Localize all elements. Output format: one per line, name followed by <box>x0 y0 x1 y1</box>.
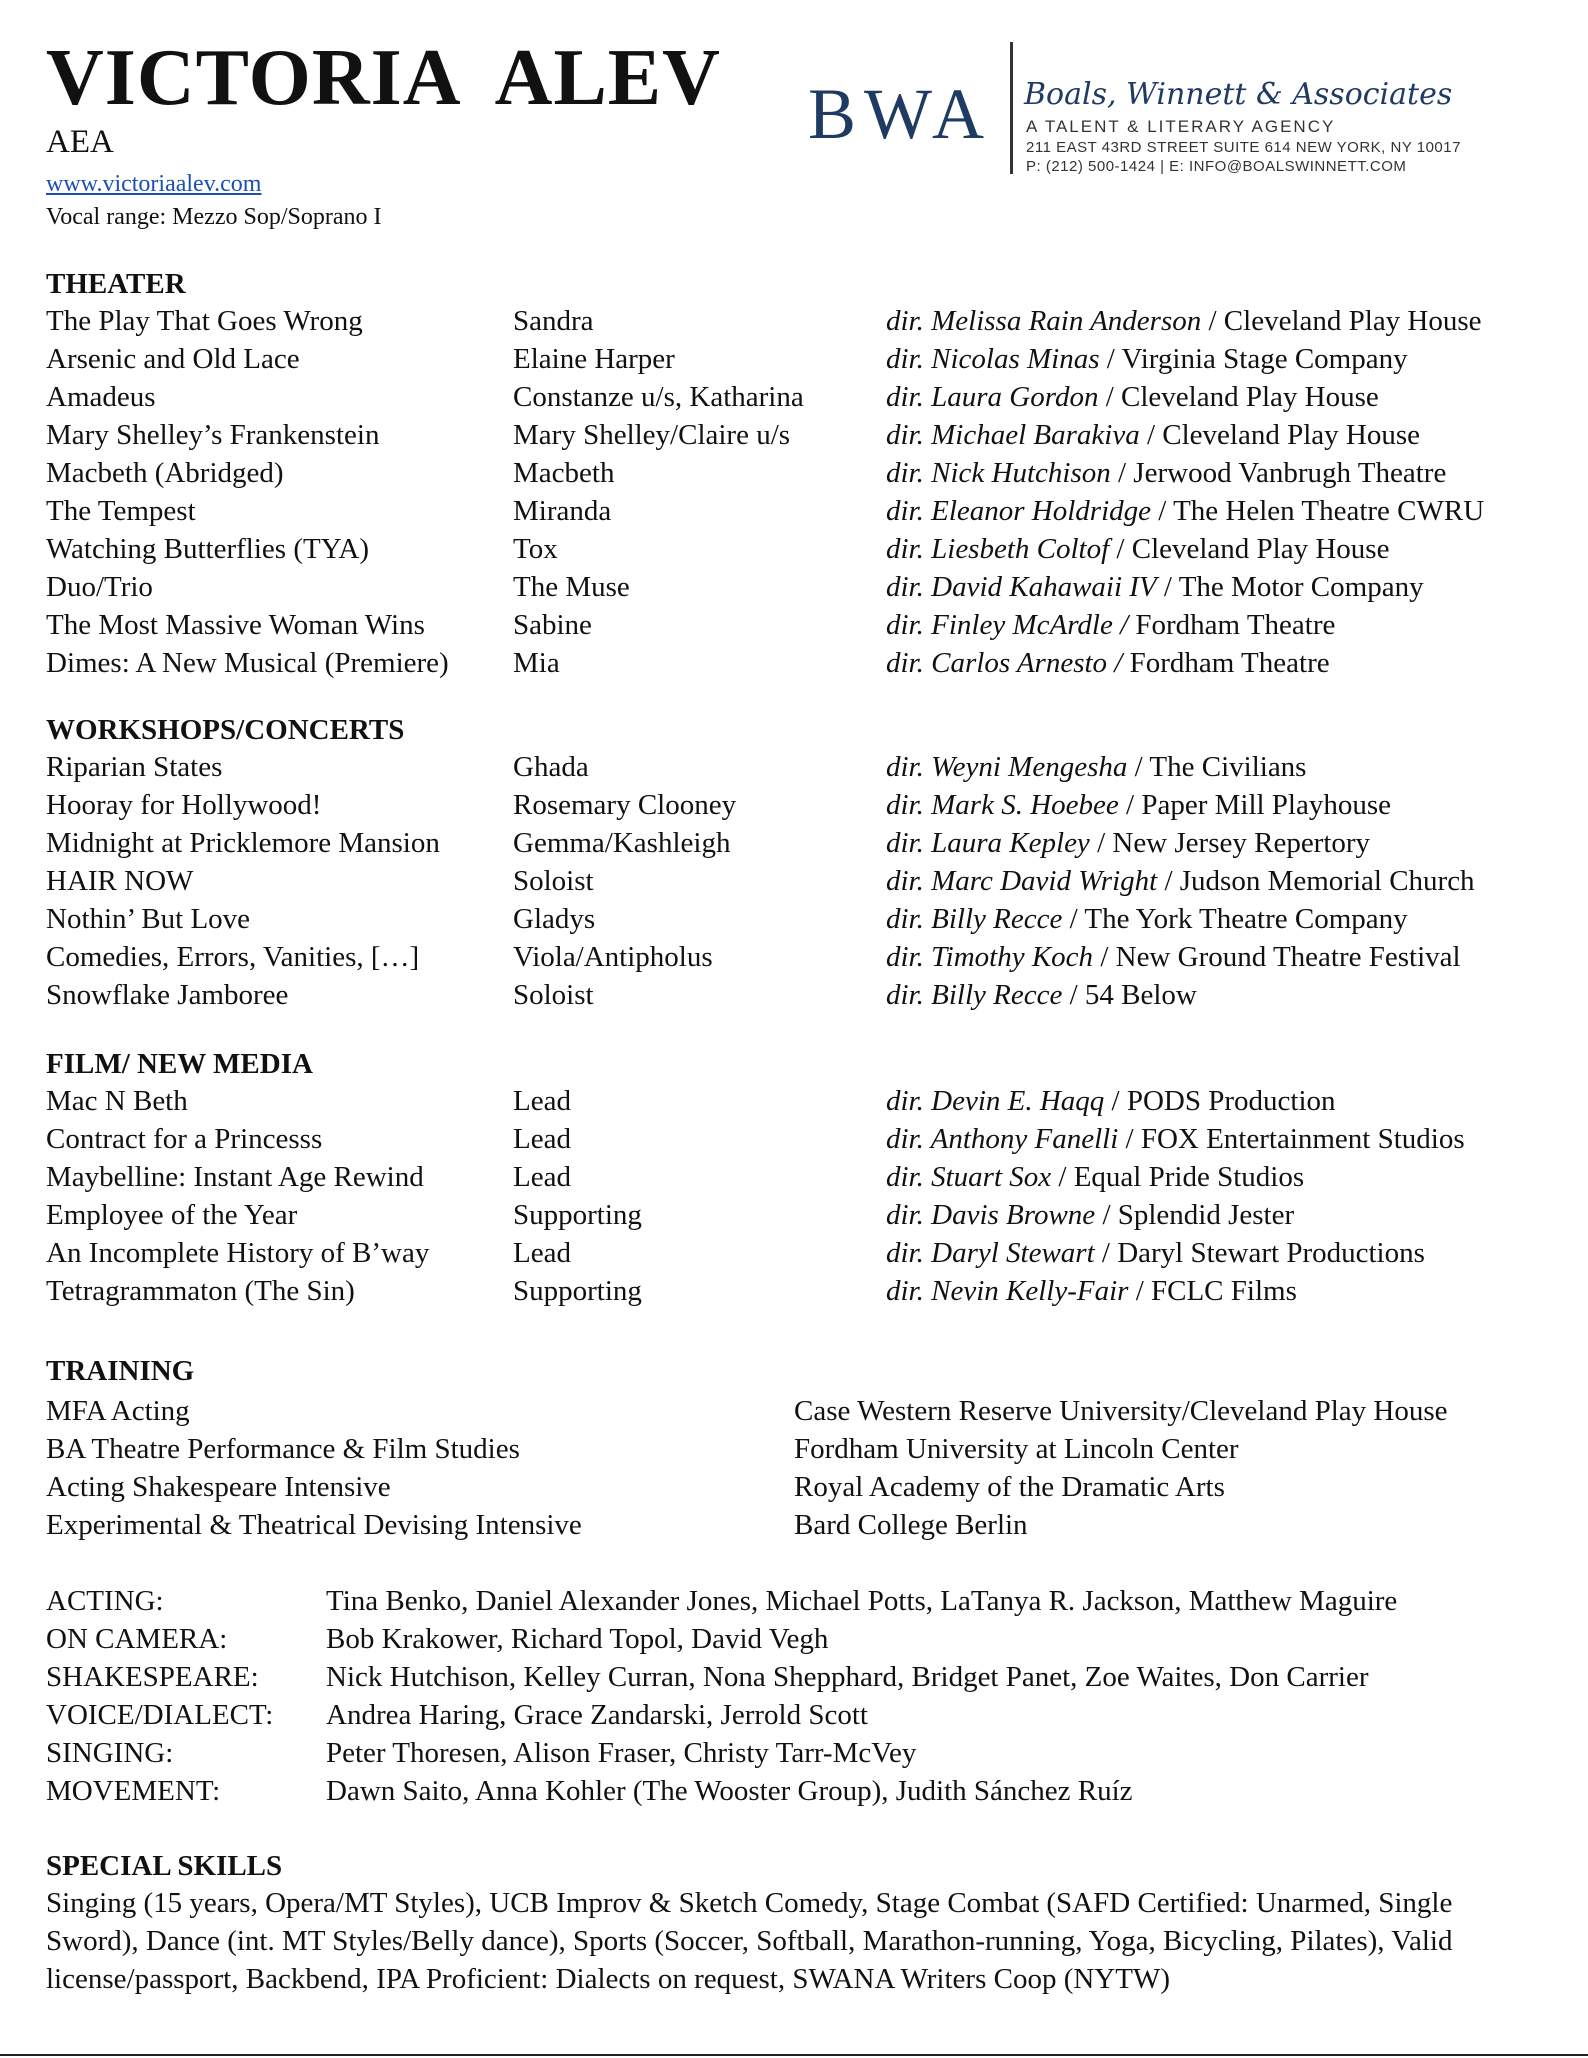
credit-role: Gemma/Kashleigh <box>513 827 731 859</box>
training-school: Royal Academy of the Dramatic Arts <box>794 1471 1225 1503</box>
credit-company: / Splendid Jester <box>1095 1199 1295 1231</box>
credit-role: Ghada <box>513 751 589 783</box>
training-program: MFA Acting <box>46 1395 190 1427</box>
credit-director-company <box>886 829 1370 858</box>
credit-row <box>46 1277 1566 1315</box>
credit-company: / The York Theatre Company <box>1062 903 1408 935</box>
credit-director: dir. Carlos Arnesto / <box>886 647 1123 679</box>
credit-row <box>46 1087 1566 1125</box>
credit-director: dir. David Kahawaii IV <box>886 571 1157 603</box>
credit-show: Arsenic and Old Lace <box>46 343 300 375</box>
agency-address: 211 EAST 43RD STREET SUITE 614 NEW YORK, NY 10017 <box>1026 139 1461 156</box>
credit-show: Snowflake Jamboree <box>46 979 289 1011</box>
credit-director: dir. Melissa Rain Anderson <box>886 305 1202 337</box>
credit-director-company <box>886 753 1306 782</box>
credit-show: HAIR NOW <box>46 865 194 897</box>
credit-show: Riparian States <box>46 751 223 783</box>
instructor-category: SHAKESPEARE: <box>46 1661 259 1693</box>
instructor-category: ON CAMERA: <box>46 1623 228 1655</box>
section-title-workshops: WORKSHOPS/CONCERTS <box>46 714 405 746</box>
training-row <box>46 1511 1566 1549</box>
credit-role: Supporting <box>513 1199 642 1231</box>
training-row <box>46 1397 1566 1435</box>
training-row <box>46 1473 1566 1511</box>
credit-role: Viola/Antipholus <box>513 941 713 973</box>
credit-role: Elaine Harper <box>513 343 675 375</box>
section-title-theater: THEATER <box>46 268 186 300</box>
credit-row <box>46 535 1566 573</box>
credit-company: Fordham Theatre <box>1128 609 1336 641</box>
credit-show: The Most Massive Woman Wins <box>46 609 425 641</box>
credit-role: Sandra <box>513 305 594 337</box>
credit-row <box>46 1125 1566 1163</box>
credit-director-company <box>886 535 1389 564</box>
credit-show: Macbeth (Abridged) <box>46 457 284 489</box>
credit-company: / Cleveland Play House <box>1201 305 1482 337</box>
credit-company: / Cleveland Play House <box>1098 381 1379 413</box>
training-school: Bard College Berlin <box>794 1509 1028 1541</box>
website-link[interactable]: www.victoriaalev.com <box>46 171 262 197</box>
agency-logo-letters: BWA <box>808 74 992 154</box>
credit-role: Mia <box>513 647 560 679</box>
credit-director-company <box>886 1163 1304 1192</box>
credit-row <box>46 1201 1566 1239</box>
credit-row <box>46 345 1566 383</box>
instructor-category: VOICE/DIALECT: <box>46 1699 274 1731</box>
credit-director-company <box>886 1125 1465 1154</box>
credit-director-company <box>886 573 1424 602</box>
instructor-row <box>46 1777 1566 1815</box>
credit-row <box>46 791 1566 829</box>
credit-role: Lead <box>513 1237 571 1269</box>
credit-row <box>46 943 1566 981</box>
credit-director: dir. Mark S. Hoebee <box>886 789 1119 821</box>
credit-director-company <box>886 459 1446 488</box>
credit-show: Mary Shelley’s Frankenstein <box>46 419 380 451</box>
credit-show: Hooray for Hollywood! <box>46 789 322 821</box>
credit-director: dir. Daryl Stewart <box>886 1237 1095 1269</box>
credit-show: Maybelline: Instant Age Rewind <box>46 1161 424 1193</box>
credit-director: dir. Nicolas Minas <box>886 343 1100 375</box>
credit-role: Lead <box>513 1161 571 1193</box>
agency-logo-divider <box>1010 42 1013 174</box>
credit-director-company <box>886 345 1408 374</box>
credit-director-company <box>886 867 1475 896</box>
vocal-range: Vocal range: Mezzo Sop/Soprano I <box>46 204 382 230</box>
credit-role: Supporting <box>513 1275 642 1307</box>
credit-show: Tetragrammaton (The Sin) <box>46 1275 355 1307</box>
credit-show: Duo/Trio <box>46 571 153 603</box>
instructor-row <box>46 1739 1566 1777</box>
credit-role: Soloist <box>513 979 594 1011</box>
credit-show: The Tempest <box>46 495 196 527</box>
credit-row <box>46 649 1566 687</box>
credit-show: Employee of the Year <box>46 1199 298 1231</box>
training-program: Experimental & Theatrical Devising Intensive <box>46 1509 582 1541</box>
credit-director-company <box>886 649 1330 678</box>
agency-tagline: A TALENT & LITERARY AGENCY <box>1026 117 1336 136</box>
credit-row <box>46 307 1566 345</box>
credit-role: Rosemary Clooney <box>513 789 737 821</box>
credit-director: dir. Eleanor Holdridge <box>886 495 1152 527</box>
instructor-row <box>46 1587 1566 1625</box>
credit-director-company <box>886 421 1420 450</box>
section-title-film: FILM/ NEW MEDIA <box>46 1048 313 1080</box>
credit-row <box>46 981 1566 1019</box>
credit-director: dir. Michael Barakiva <box>886 419 1140 451</box>
credit-role: Macbeth <box>513 457 615 489</box>
instructor-names: Bob Krakower, Richard Topol, David Vegh <box>326 1623 829 1655</box>
credit-director-company <box>886 1201 1294 1230</box>
credit-role: Gladys <box>513 903 596 935</box>
credit-director: dir. Devin E. Haqq <box>886 1085 1105 1117</box>
credit-director: dir. Liesbeth Coltof <box>886 533 1110 565</box>
credit-director: dir. Davis Browne <box>886 1199 1096 1231</box>
credit-company: / PODS Production <box>1104 1085 1336 1117</box>
credit-company: / Cleveland Play House <box>1139 419 1420 451</box>
credit-show: Midnight at Pricklemore Mansion <box>46 827 440 859</box>
instructor-names: Peter Thoresen, Alison Fraser, Christy Tarr-McVey <box>326 1737 917 1769</box>
credit-director: dir. Nick Hutchison <box>886 457 1111 489</box>
instructor-names: Tina Benko, Daniel Alexander Jones, Michael Potts, LaTanya R. Jackson, Matthew Maguire <box>326 1585 1398 1617</box>
union-affiliation: AEA <box>46 124 114 160</box>
credit-row <box>46 753 1566 791</box>
credit-show: An Incomplete History of B’way <box>46 1237 430 1269</box>
credit-director: dir. Finley McArdle / <box>886 609 1129 641</box>
credit-company: / Cleveland Play House <box>1109 533 1390 565</box>
credit-show: Dimes: A New Musical (Premiere) <box>46 647 449 679</box>
instructor-row <box>46 1663 1566 1701</box>
credit-company: / New Ground Theatre Festival <box>1093 941 1461 973</box>
section-title-skills: SPECIAL SKILLS <box>46 1850 283 1882</box>
credit-director-company <box>886 943 1461 972</box>
instructor-category: MOVEMENT: <box>46 1775 221 1807</box>
actor-name: VICTORIA ALEV <box>46 34 721 122</box>
credit-role: Mary Shelley/Claire u/s <box>513 419 791 451</box>
credit-row <box>46 611 1566 649</box>
credit-company: / Paper Mill Playhouse <box>1118 789 1392 821</box>
credit-company: Fordham Theatre <box>1122 647 1330 679</box>
credit-company: / Equal Pride Studios <box>1051 1161 1305 1193</box>
agency-logo <box>808 42 1548 182</box>
credit-role: Miranda <box>513 495 612 527</box>
credit-company: / New Jersey Repertory <box>1089 827 1371 859</box>
credit-company: / 54 Below <box>1062 979 1197 1011</box>
credit-company: / The Motor Company <box>1156 571 1424 603</box>
agency-contact: P: (212) 500-1424 | E: INFO@BOALSWINNETT.COM <box>1026 158 1407 175</box>
instructor-names: Nick Hutchison, Kelley Curran, Nona Shepphard, Bridget Panet, Zoe Waites, Don Carrier <box>326 1661 1369 1693</box>
credit-role: The Muse <box>513 571 630 603</box>
credit-director-company <box>886 1277 1297 1306</box>
credit-row <box>46 459 1566 497</box>
credit-company: / Daryl Stewart Productions <box>1094 1237 1425 1269</box>
instructor-names: Andrea Haring, Grace Zandarski, Jerrold Scott <box>326 1699 868 1731</box>
credit-role: Lead <box>513 1123 571 1155</box>
credit-row <box>46 1163 1566 1201</box>
credit-role: Soloist <box>513 865 594 897</box>
credit-director-company <box>886 905 1408 934</box>
training-program: Acting Shakespeare Intensive <box>46 1471 391 1503</box>
credit-director-company <box>886 383 1379 412</box>
credit-role: Sabine <box>513 609 592 641</box>
credit-show: Mac N Beth <box>46 1085 188 1117</box>
credit-row <box>46 905 1566 943</box>
credit-row <box>46 1239 1566 1277</box>
credit-row <box>46 573 1566 611</box>
section-title-training: TRAINING <box>46 1355 195 1387</box>
credit-director: dir. Nevin Kelly-Fair <box>886 1275 1129 1307</box>
instructor-row <box>46 1625 1566 1663</box>
instructor-names: Dawn Saito, Anna Kohler (The Wooster Group), Judith Sánchez Ruíz <box>326 1775 1133 1807</box>
credit-director-company <box>886 981 1197 1010</box>
credit-row <box>46 829 1566 867</box>
credit-director-company <box>886 1239 1425 1268</box>
credit-director: dir. Anthony Fanelli <box>886 1123 1119 1155</box>
credit-company: / Virginia Stage Company <box>1099 343 1408 375</box>
credit-director-company <box>886 307 1482 336</box>
credit-row <box>46 421 1566 459</box>
credit-row <box>46 867 1566 905</box>
special-skills-text: Singing (15 years, Opera/MT Styles), UCB Improv & Sketch Comedy, Stage Combat (SAFD Certified: Unarmed, Single Sword), Dance (int. MT Styles/Belly dance), Sports (Soccer, Softball, Marathon-running, Yoga, Bicycling, Pilates), Valid license/passport, Backbend, IPA Proficient: Dialects on request, SWANA Writers Coop (NYTW) <box>46 1887 1453 1995</box>
credit-company: / The Helen Theatre CWRU <box>1151 495 1485 527</box>
credit-row <box>46 497 1566 535</box>
credit-director: dir. Laura Gordon <box>886 381 1099 413</box>
bottom-divider <box>0 2054 1588 2056</box>
credit-director: dir. Weyni Mengesha <box>886 751 1128 783</box>
credit-show: Comedies, Errors, Vanities, […] <box>46 941 420 973</box>
training-program: BA Theatre Performance & Film Studies <box>46 1433 520 1465</box>
credit-show: Watching Butterflies (TYA) <box>46 533 370 565</box>
instructor-category: ACTING: <box>46 1585 164 1617</box>
credit-company: / The Civilians <box>1127 751 1307 783</box>
credit-company: / Judson Memorial Church <box>1157 865 1475 897</box>
credit-director-company <box>886 1087 1336 1116</box>
credit-director: dir. Stuart Sox <box>886 1161 1052 1193</box>
training-school: Case Western Reserve University/Cleveland Play House <box>794 1395 1448 1427</box>
instructor-row <box>46 1701 1566 1739</box>
credit-row <box>46 383 1566 421</box>
agency-name: Boals, Winnett & Associates <box>1024 77 1453 112</box>
credit-director: dir. Billy Recce <box>886 903 1063 935</box>
credit-director: dir. Timothy Koch <box>886 941 1094 973</box>
credit-show: Contract for a Princesss <box>46 1123 323 1155</box>
credit-director-company <box>886 611 1335 640</box>
credit-director: dir. Laura Kepley <box>886 827 1090 859</box>
credit-company: / FOX Entertainment Studios <box>1118 1123 1465 1155</box>
credit-director-company <box>886 791 1391 820</box>
training-row <box>46 1435 1566 1473</box>
credit-company: / Jerwood Vanbrugh Theatre <box>1110 457 1447 489</box>
training-school: Fordham University at Lincoln Center <box>794 1433 1239 1465</box>
credit-director: dir. Billy Recce <box>886 979 1063 1011</box>
credit-company: / FCLC Films <box>1128 1275 1297 1307</box>
credit-director: dir. Marc David Wright <box>886 865 1158 897</box>
credit-show: The Play That Goes Wrong <box>46 305 363 337</box>
credit-role: Constanze u/s, Katharina <box>513 381 804 413</box>
instructor-category: SINGING: <box>46 1737 174 1769</box>
credit-director-company <box>886 497 1484 526</box>
credit-show: Amadeus <box>46 381 156 413</box>
credit-role: Lead <box>513 1085 571 1117</box>
credit-role: Tox <box>513 533 558 565</box>
credit-show: Nothin’ But Love <box>46 903 251 935</box>
